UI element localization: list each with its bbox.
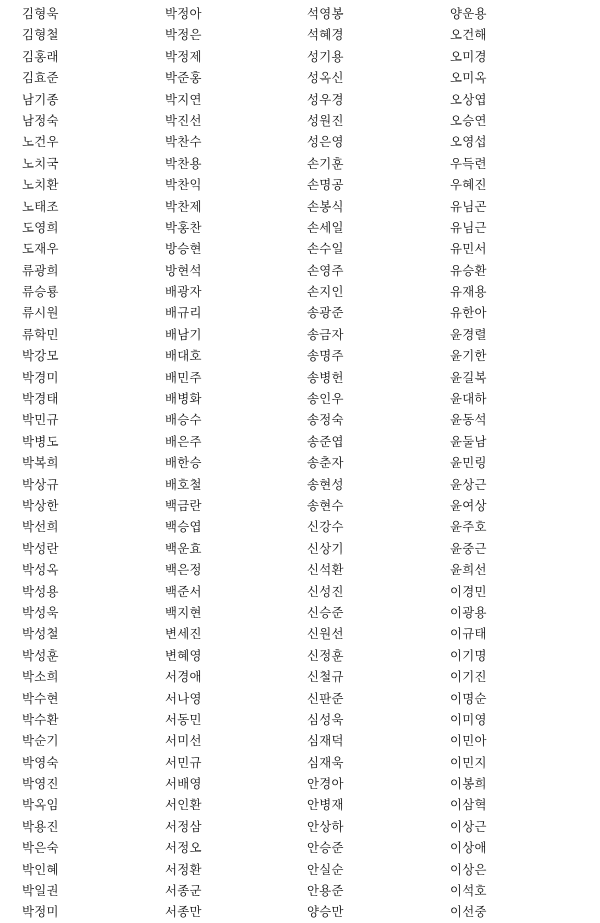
name-entry: 박민규 bbox=[22, 412, 59, 428]
name-entry: 신승준 bbox=[307, 604, 344, 620]
name-entry: 안실순 bbox=[307, 861, 344, 877]
name-entry: 서나영 bbox=[165, 690, 202, 706]
name-entry: 안승준 bbox=[307, 840, 344, 856]
name-entry: 오건해 bbox=[450, 27, 487, 43]
name-entry: 류학민 bbox=[22, 326, 59, 342]
name-entry: 오영섭 bbox=[450, 134, 487, 150]
name-entry: 심재덕 bbox=[307, 733, 344, 749]
name-entry: 박일권 bbox=[22, 883, 59, 899]
name-entry: 박수환 bbox=[22, 711, 59, 727]
name-entry: 박성욱 bbox=[22, 604, 59, 620]
name-entry: 박은숙 bbox=[22, 840, 59, 856]
name-entry: 송명주 bbox=[307, 348, 344, 364]
name-entry: 오상엽 bbox=[450, 91, 487, 107]
name-entry: 유님근 bbox=[450, 219, 487, 235]
name-entry: 신석환 bbox=[307, 562, 344, 578]
name-entry: 박성훈 bbox=[22, 647, 59, 663]
name-entry: 유승환 bbox=[450, 262, 487, 278]
name-entry: 신정훈 bbox=[307, 647, 344, 663]
name-entry: 박성용 bbox=[22, 583, 59, 599]
name-entry: 배남기 bbox=[165, 326, 202, 342]
name-entry: 박선희 bbox=[22, 519, 59, 535]
name-entry: 박성란 bbox=[22, 540, 59, 556]
name-entry: 신원선 bbox=[307, 626, 344, 642]
name-entry: 이경민 bbox=[450, 583, 487, 599]
name-entry: 박정아 bbox=[165, 6, 202, 21]
name-entry: 서종만 bbox=[165, 904, 202, 920]
name-entry: 서정오 bbox=[165, 840, 202, 856]
name-entry: 류시원 bbox=[22, 305, 59, 321]
name-entry: 박찬수 bbox=[165, 134, 202, 150]
name-entry: 이상근 bbox=[450, 818, 487, 834]
name-entry: 박상규 bbox=[22, 476, 59, 492]
name-entry: 심재욱 bbox=[307, 754, 344, 770]
name-entry: 심성욱 bbox=[307, 711, 344, 727]
name-entry: 이미영 bbox=[450, 711, 487, 727]
name-entry: 이기명 bbox=[450, 647, 487, 663]
name-entry: 안상하 bbox=[307, 818, 344, 834]
name-entry: 윤중근 bbox=[450, 540, 487, 556]
name-entry: 우혜진 bbox=[450, 177, 487, 193]
name-entry: 서민규 bbox=[165, 754, 202, 770]
name-entry: 서정삼 bbox=[165, 818, 202, 834]
name-entry: 윤기한 bbox=[450, 348, 487, 364]
name-entry: 윤희선 bbox=[450, 562, 487, 578]
name-entry: 손봉식 bbox=[307, 198, 344, 214]
name-entry: 송인우 bbox=[307, 391, 344, 407]
name-entry: 서경애 bbox=[165, 669, 202, 685]
name-entry: 박찬제 bbox=[165, 198, 202, 214]
name-entry: 박성철 bbox=[22, 626, 59, 642]
name-entry: 윤주호 bbox=[450, 519, 487, 535]
name-entry: 신판준 bbox=[307, 690, 344, 706]
name-entry: 박진선 bbox=[165, 112, 202, 128]
name-entry: 성우경 bbox=[307, 91, 344, 107]
name-entry: 성기용 bbox=[307, 48, 344, 64]
name-entry: 서동민 bbox=[165, 711, 202, 727]
name-entry: 손영주 bbox=[307, 262, 344, 278]
name-entry: 송현수 bbox=[307, 497, 344, 513]
name-entry: 이석호 bbox=[450, 883, 487, 899]
name-entry: 노치국 bbox=[22, 155, 59, 171]
name-entry: 백준서 bbox=[165, 583, 202, 599]
name-entry: 남기종 bbox=[22, 91, 59, 107]
name-entry: 이명순 bbox=[450, 690, 487, 706]
name-entry: 박찬익 bbox=[165, 177, 202, 193]
name-entry: 서인환 bbox=[165, 797, 202, 813]
name-entry: 손수일 bbox=[307, 241, 344, 257]
name-entry: 송금자 bbox=[307, 326, 344, 342]
name-entry: 석혜경 bbox=[307, 27, 344, 43]
name-entry: 박용진 bbox=[22, 818, 59, 834]
name-entry: 성옥신 bbox=[307, 70, 344, 86]
name-entry: 성은영 bbox=[307, 134, 344, 150]
name-entry: 변혜영 bbox=[165, 647, 202, 663]
name-entry: 방현석 bbox=[165, 262, 202, 278]
name-entry: 배규리 bbox=[165, 305, 202, 321]
name-entry: 박홍찬 bbox=[165, 219, 202, 235]
name-entry: 박강모 bbox=[22, 348, 59, 364]
name-entry: 배병화 bbox=[165, 391, 202, 407]
name-entry: 배민주 bbox=[165, 369, 202, 385]
name-entry: 박정제 bbox=[165, 48, 202, 64]
name-entry: 이상은 bbox=[450, 861, 487, 877]
name-entry: 오미경 bbox=[450, 48, 487, 64]
name-entry: 박상한 bbox=[22, 497, 59, 513]
name-entry: 박병도 bbox=[22, 433, 59, 449]
name-entry: 윤민링 bbox=[450, 455, 487, 471]
name-entry: 박지연 bbox=[165, 91, 202, 107]
name-entry: 송현성 bbox=[307, 476, 344, 492]
name-entry: 박준홍 bbox=[165, 70, 202, 86]
name-entry: 이민아 bbox=[450, 733, 487, 749]
name-entry: 신상기 bbox=[307, 540, 344, 556]
name-entry: 양승만 bbox=[307, 904, 344, 920]
name-entry: 백지현 bbox=[165, 604, 202, 620]
name-entry: 윤상근 bbox=[450, 476, 487, 492]
name-entry: 류광희 bbox=[22, 262, 59, 278]
name-entry: 박순기 bbox=[22, 733, 59, 749]
name-entry: 김홍래 bbox=[22, 48, 59, 64]
name-column-1 bbox=[22, 3, 162, 923]
name-entry: 유민서 bbox=[450, 241, 487, 257]
name-entry: 유님곤 bbox=[450, 198, 487, 214]
name-entry: 김효준 bbox=[22, 70, 59, 86]
name-entry: 송광준 bbox=[307, 305, 344, 321]
name-entry: 김형욱 bbox=[22, 6, 59, 21]
name-column-2 bbox=[165, 3, 305, 923]
name-entry: 남정숙 bbox=[22, 112, 59, 128]
name-entry: 박영숙 bbox=[22, 754, 59, 770]
name-entry: 노치환 bbox=[22, 177, 59, 193]
name-entry: 신성진 bbox=[307, 583, 344, 599]
name-entry: 손지인 bbox=[307, 284, 344, 300]
name-entry: 송정숙 bbox=[307, 412, 344, 428]
name-entry: 윤여상 bbox=[450, 497, 487, 513]
name-entry: 도영희 bbox=[22, 219, 59, 235]
name-entry: 이봉희 bbox=[450, 776, 487, 792]
name-entry: 신철규 bbox=[307, 669, 344, 685]
name-entry: 이민지 bbox=[450, 754, 487, 770]
name-entry: 박경태 bbox=[22, 391, 59, 407]
name-entry: 이삼혁 bbox=[450, 797, 487, 813]
name-entry: 백승엽 bbox=[165, 519, 202, 535]
name-entry: 안경아 bbox=[307, 776, 344, 792]
name-entry: 박복희 bbox=[22, 455, 59, 471]
name-entry: 방승현 bbox=[165, 241, 202, 257]
name-entry: 유한아 bbox=[450, 305, 487, 321]
name-entry: 노건우 bbox=[22, 134, 59, 150]
name-entry: 박영진 bbox=[22, 776, 59, 792]
name-entry: 배호철 bbox=[165, 476, 202, 492]
name-entry: 안용준 bbox=[307, 883, 344, 899]
name-entry: 이기진 bbox=[450, 669, 487, 685]
name-entry: 윤경렬 bbox=[450, 326, 487, 342]
name-entry: 우득련 bbox=[450, 155, 487, 171]
name-entry: 배한승 bbox=[165, 455, 202, 471]
name-entry: 박찬용 bbox=[165, 155, 202, 171]
name-entry: 도재우 bbox=[22, 241, 59, 257]
name-entry: 박성옥 bbox=[22, 562, 59, 578]
name-entry: 이상애 bbox=[450, 840, 487, 856]
name-entry: 백금란 bbox=[165, 497, 202, 513]
name-entry: 송병헌 bbox=[307, 369, 344, 385]
name-entry: 석영봉 bbox=[307, 6, 344, 21]
name-entry: 이규태 bbox=[450, 626, 487, 642]
name-entry: 손세일 bbox=[307, 219, 344, 235]
name-entry: 박정은 bbox=[165, 27, 202, 43]
name-entry: 백은정 bbox=[165, 562, 202, 578]
name-entry: 변세진 bbox=[165, 626, 202, 642]
name-entry: 배광자 bbox=[165, 284, 202, 300]
name-entry: 박소희 bbox=[22, 669, 59, 685]
name-entry: 이선중 bbox=[450, 904, 487, 920]
name-entry: 박정미 bbox=[22, 904, 59, 920]
name-entry: 류승룡 bbox=[22, 284, 59, 300]
name-entry: 윤둘남 bbox=[450, 433, 487, 449]
name-entry: 노태조 bbox=[22, 198, 59, 214]
name-entry: 박옥임 bbox=[22, 797, 59, 813]
name-entry: 안병재 bbox=[307, 797, 344, 813]
name-entry: 배은주 bbox=[165, 433, 202, 449]
name-entry: 배대호 bbox=[165, 348, 202, 364]
name-entry: 서미선 bbox=[165, 733, 202, 749]
name-entry: 이광용 bbox=[450, 604, 487, 620]
name-entry: 서배영 bbox=[165, 776, 202, 792]
name-entry: 박인혜 bbox=[22, 861, 59, 877]
name-entry: 양운용 bbox=[450, 6, 487, 21]
name-entry: 윤동석 bbox=[450, 412, 487, 428]
name-entry: 유재용 bbox=[450, 284, 487, 300]
name-entry: 손명공 bbox=[307, 177, 344, 193]
name-entry: 서종군 bbox=[165, 883, 202, 899]
name-column-4 bbox=[450, 3, 590, 923]
name-entry: 신강수 bbox=[307, 519, 344, 535]
name-entry: 윤대하 bbox=[450, 391, 487, 407]
name-entry: 백운효 bbox=[165, 540, 202, 556]
name-entry: 서정환 bbox=[165, 861, 202, 877]
name-entry: 성원진 bbox=[307, 112, 344, 128]
name-entry: 송준엽 bbox=[307, 433, 344, 449]
name-entry: 김형철 bbox=[22, 27, 59, 43]
name-entry: 송춘자 bbox=[307, 455, 344, 471]
name-entry: 손기훈 bbox=[307, 155, 344, 171]
name-entry: 오승연 bbox=[450, 112, 487, 128]
name-entry: 오미옥 bbox=[450, 70, 487, 86]
name-entry: 윤길복 bbox=[450, 369, 487, 385]
name-entry: 박경미 bbox=[22, 369, 59, 385]
name-entry: 박수현 bbox=[22, 690, 59, 706]
name-column-3 bbox=[307, 3, 447, 923]
name-entry: 배승수 bbox=[165, 412, 202, 428]
